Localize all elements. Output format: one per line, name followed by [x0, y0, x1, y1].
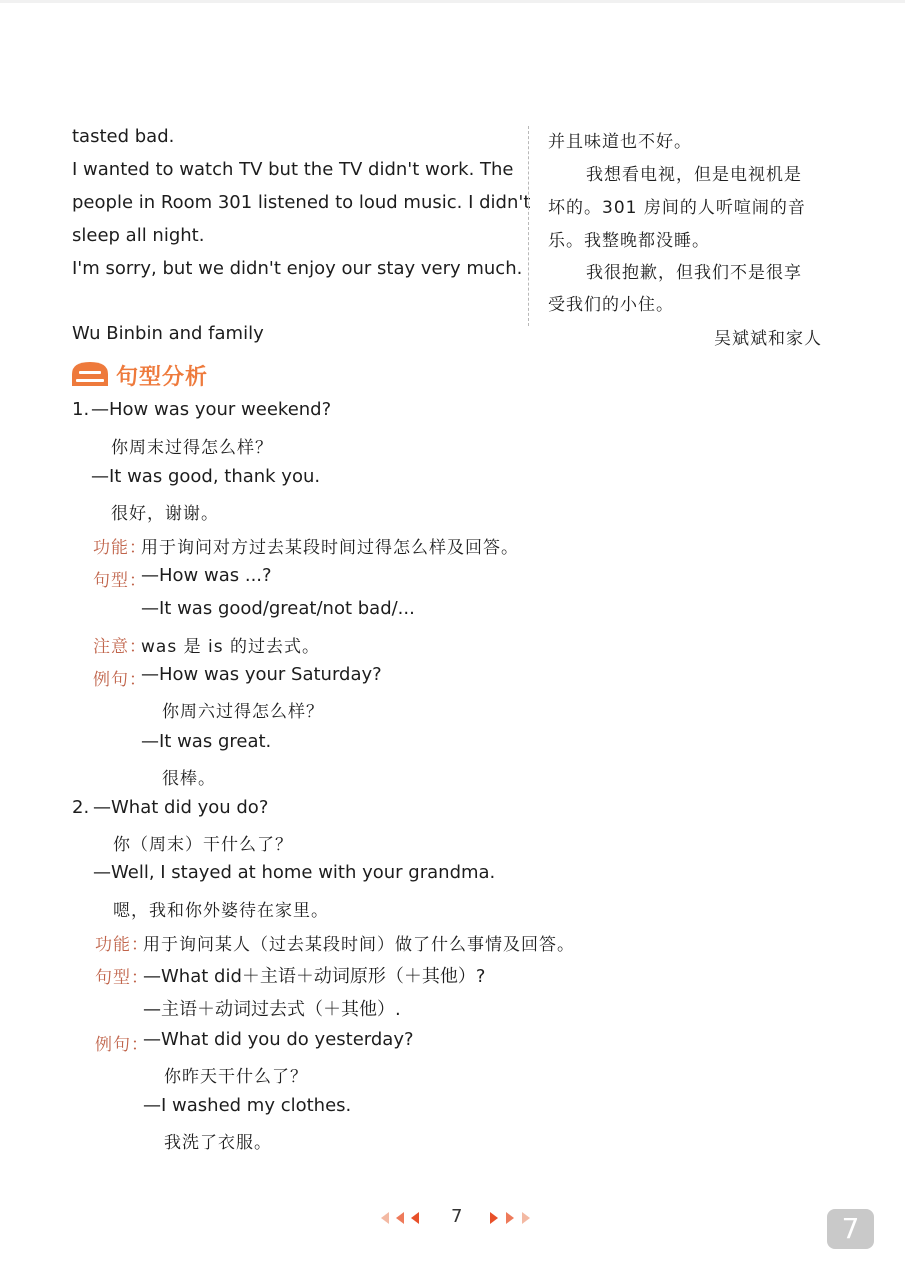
letter-en-line: I'm sorry, but we didn't enjoy our stay very much. — [72, 258, 523, 279]
section-badge-icon — [70, 360, 110, 388]
item2-function: 用于询问某人（过去某段时间）做了什么事情及回答。 — [143, 935, 575, 955]
item2-answer: —Well, I stayed at home with your grandma. — [93, 862, 496, 883]
page-number: 7 — [451, 1206, 463, 1227]
next-arrow-icon[interactable] — [522, 1212, 530, 1224]
item1-note: was 是 is 的过去式。 — [141, 637, 320, 657]
letter-en-line: people in Room 301 listened to loud music. I didn't — [72, 192, 531, 213]
item1-example-cn: 你周六过得怎么样？ — [162, 702, 324, 722]
item2-pattern: —What did＋主语＋动词原形（＋其他）? — [143, 966, 486, 987]
next-arrow-icon[interactable] — [506, 1212, 514, 1224]
letter-en-line: sleep all night. — [72, 225, 205, 246]
item-number: 1. — [72, 399, 90, 420]
letter-signature-en: Wu Binbin and family — [72, 323, 264, 344]
item2-example: —What did you do yesterday? — [143, 1029, 414, 1050]
column-divider — [528, 126, 529, 326]
item2-example-cn: 我洗了衣服。 — [164, 1133, 272, 1153]
item1-function: 用于询问对方过去某段时间过得怎么样及回答。 — [141, 538, 519, 558]
item2-pattern: —主语＋动词过去式（＋其他）. — [143, 999, 401, 1020]
letter-en-line: I wanted to watch TV but the TV didn't work. The — [72, 159, 514, 180]
function-label: 功能： — [93, 538, 147, 558]
next-arrow-icon[interactable] — [490, 1212, 498, 1224]
letter-cn-line: 坏的。301 房间的人听喧闹的音 — [548, 198, 806, 218]
item1-pattern: —It was good/great/not bad/... — [141, 598, 415, 619]
letter-cn-line: 我想看电视，但是电视机是 — [586, 165, 802, 185]
top-border — [0, 0, 905, 3]
letter-cn-line: 并且味道也不好。 — [548, 132, 692, 152]
item1-answer: —It was good, thank you. — [91, 466, 321, 487]
prev-arrow-icon[interactable] — [381, 1212, 389, 1224]
pattern-label: 句型： — [95, 968, 149, 988]
letter-cn-line: 乐。我整晚都没睡。 — [548, 231, 710, 251]
item1-example: —How was your Saturday? — [141, 664, 382, 685]
page-navigation — [0, 1204, 905, 1232]
item1-question: —How was your weekend? — [91, 399, 332, 420]
item2-answer-cn: 嗯，我和你外婆待在家里。 — [113, 901, 329, 921]
item2-question-cn: 你（周末）干什么了？ — [113, 835, 293, 855]
item1-pattern: —How was ...? — [141, 565, 272, 586]
item1-example-cn: 很棒。 — [162, 769, 216, 789]
letter-cn-line: 受我们的小住。 — [548, 295, 674, 315]
item1-example: —It was great. — [141, 731, 272, 752]
item2-example: —I washed my clothes. — [143, 1095, 352, 1116]
example-label: 例句： — [93, 670, 147, 690]
prev-arrow-icon[interactable] — [411, 1212, 419, 1224]
prev-arrow-icon[interactable] — [396, 1212, 404, 1224]
example-label: 例句： — [95, 1035, 149, 1055]
item-number: 2. — [72, 797, 90, 818]
function-label: 功能： — [95, 935, 149, 955]
section-title: 句型分析 — [116, 365, 209, 390]
item2-question: —What did you do? — [93, 797, 269, 818]
letter-signature-cn: 吴斌斌和家人 — [714, 329, 822, 349]
letter-en-line: tasted bad. — [72, 126, 175, 147]
note-label: 注意： — [93, 637, 147, 657]
item1-question-cn: 你周末过得怎么样？ — [111, 438, 273, 458]
pattern-label: 句型： — [93, 571, 147, 591]
corner-page-badge: 7 — [827, 1209, 874, 1249]
item2-example-cn: 你昨天干什么了？ — [164, 1067, 308, 1087]
letter-cn-line: 我很抱歉，但我们不是很享 — [586, 263, 802, 283]
item1-answer-cn: 很好，谢谢。 — [111, 504, 219, 524]
